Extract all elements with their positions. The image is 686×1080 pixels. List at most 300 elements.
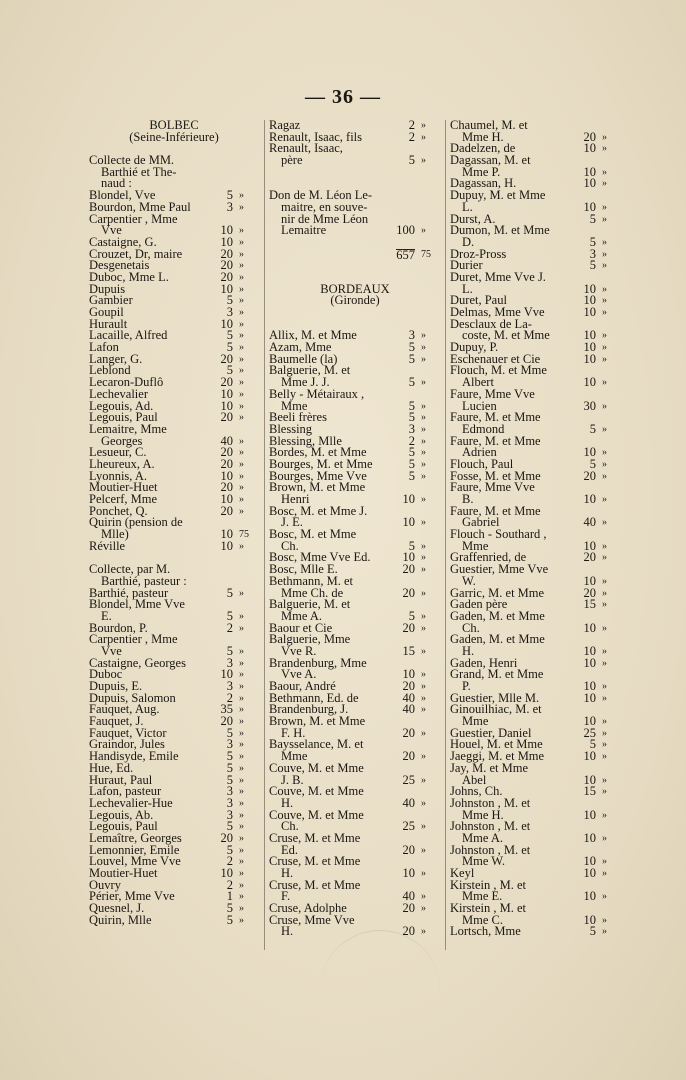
entry-name: Bosc, Mme Vve Ed. (269, 550, 371, 565)
entry-amount: 15 (583, 597, 596, 612)
entry-cents: » (602, 645, 607, 657)
entry-cents: » (421, 669, 426, 681)
entry-cents: » (602, 353, 607, 365)
entry-cents: » (239, 225, 244, 237)
entry-name: Barthié, pasteur : (101, 573, 187, 588)
entry-amount: 5 (226, 363, 233, 378)
entry-cents: » (239, 318, 244, 330)
entry-name: Chaumel, M. et (450, 118, 528, 132)
entry-cents: » (602, 786, 607, 798)
entry-name: Faure, Mme Vve (450, 480, 535, 495)
entry-cents: » (421, 120, 426, 131)
entry-name: Fauquet, Victor (89, 725, 167, 740)
entry-cents: » (421, 903, 426, 915)
entry-cents: » (239, 716, 244, 728)
entry-amount: 20 (402, 562, 415, 577)
entry-amount: 3 (226, 795, 233, 810)
entry-cents: » (239, 447, 244, 459)
entry-name: Lemaître, Georges (89, 830, 182, 845)
entry-name: Guestier, Daniel (450, 725, 532, 740)
entry-name: Fosse, M. et Mme (450, 468, 541, 483)
entry-name: Bosc, M. et Mme (269, 527, 357, 542)
entry-name: Droz-Pross (450, 246, 507, 261)
entry-cents: » (602, 926, 607, 938)
entry-name: Ouvry (89, 877, 121, 892)
entry-name: Dupuis, E. (89, 679, 143, 693)
entry-amount: 10 (220, 281, 233, 296)
entry-name: Huraut, Paul (89, 772, 153, 787)
entry-amount: 20 (220, 351, 233, 366)
entry-name: Ginouilhiac, M. et (450, 702, 542, 717)
entry-amount: 5 (589, 258, 596, 273)
section-heading (269, 295, 441, 307)
entry-name: F. (281, 889, 291, 904)
entry-cents: » (421, 610, 426, 622)
entry-name: Ragaz (269, 118, 301, 132)
entry-amount: 40 (402, 702, 415, 717)
entry-name: Lortsch, Mme (450, 924, 521, 939)
entry-cents: » (239, 190, 244, 202)
entry-name: Quesnel, J. (89, 901, 145, 916)
entry-cents: » (239, 692, 244, 704)
entry-name: Eschenauer et Cie (450, 351, 541, 366)
entry-amount: 2 (408, 129, 415, 144)
entry-name: BORDEAUX (320, 281, 390, 296)
entry-amount: 40 (402, 889, 415, 904)
entry-amount: 10 (583, 807, 596, 822)
entry-cents: » (421, 155, 426, 167)
entry-name: Beeli frères (269, 410, 327, 425)
entry-cents: » (602, 575, 607, 587)
entry-name: Couve, M. et Mme (269, 807, 364, 822)
entry-name: Adrien (462, 445, 497, 460)
entry-amount: 5 (226, 585, 233, 600)
entry-name: (Gironde) (330, 293, 380, 308)
entry-amount: 3 (408, 328, 415, 343)
entry-cents: » (239, 470, 244, 482)
entry-amount: 20 (583, 129, 596, 144)
entry-amount: 5 (226, 725, 233, 740)
entry-amount: 5 (408, 445, 415, 460)
entry-cents: » (421, 353, 426, 365)
entry-cents: » (602, 166, 607, 178)
entry-amount: 10 (583, 445, 596, 460)
entry-amount: 5 (408, 153, 415, 168)
entry-name: Lemonnier, Emile (89, 842, 180, 857)
entry-name: Desgenetais (89, 258, 150, 273)
entry-cents: » (239, 353, 244, 365)
entry-amount: 25 (402, 819, 415, 834)
entry-amount: 10 (583, 690, 596, 705)
entry-cents: » (239, 832, 244, 844)
entry-name: Mme (462, 538, 489, 553)
entry-amount: 10 (583, 281, 596, 296)
entry-amount: 10 (220, 234, 233, 249)
entry-name: Duboc (89, 667, 123, 682)
entry-name: Hue, Ed. (89, 760, 134, 775)
entry-amount: 5 (408, 608, 415, 623)
entry-amount: 5 (226, 912, 233, 927)
entry-name: Mlle) (101, 527, 129, 542)
entry-name: Mme (281, 398, 308, 413)
entry-cents: » (602, 470, 607, 482)
entry-name: Balguerie, M. et (269, 363, 351, 378)
entry-amount: 3 (226, 737, 233, 752)
entry-name: Couve, M. et Mme (269, 760, 364, 775)
entry-cents: » (602, 260, 607, 272)
entry-name: Gaden père (450, 597, 508, 612)
entry-cents: » (421, 552, 426, 564)
entry-cents: » (602, 283, 607, 295)
entry-name: Carpentier , Mme (89, 211, 178, 226)
entry-name: Périer, Mme Vve (89, 889, 175, 904)
entry-cents: » (421, 423, 426, 435)
entry-amount: 10 (583, 293, 596, 308)
entry-name: Blessing, Mlle (269, 433, 342, 448)
entry-amount: 3 (226, 784, 233, 799)
entry-name: Faure, Mme Vve (450, 386, 535, 401)
entry-cents: » (239, 307, 244, 318)
entry-cents: » (239, 494, 244, 505)
entry-name: Ch. (281, 819, 299, 834)
entry-cents: » (421, 727, 426, 739)
entry-amount: 10 (583, 164, 596, 179)
entry-amount: 5 (408, 468, 415, 483)
entry-amount: 5 (408, 456, 415, 471)
entry-name: Lechevalier-Hue (89, 795, 173, 810)
entry-amount: 20 (583, 468, 596, 483)
entry-amount: 10 (220, 223, 233, 238)
entry-amount: 20 (220, 375, 233, 390)
entry-name: B. (462, 492, 474, 506)
entry-amount: 40 (220, 433, 233, 448)
entry-name: Leblond (89, 363, 131, 378)
entry-amount: 10 (402, 550, 415, 565)
entry-name: Johnston , M. et (450, 795, 531, 810)
ledger-entry (269, 225, 441, 237)
entry-cents: » (602, 587, 607, 599)
entry-name: Jaeggi, M. et Mme (450, 749, 545, 764)
entry-cents: » (239, 669, 244, 681)
entry-amount: 5 (226, 188, 233, 203)
entry-amount: 20 (220, 258, 233, 273)
entry-cents: » (421, 587, 426, 599)
entry-name: Dumon, M. et Mme (450, 223, 550, 238)
entry-amount: 10 (583, 328, 596, 343)
entry-name: Bourdon, Mme Paul (89, 199, 191, 214)
entry-amount: 10 (220, 386, 233, 401)
entry-cents: » (602, 552, 607, 564)
entry-amount: 5 (589, 737, 596, 752)
entry-name: Mme A. (281, 608, 322, 623)
entry-name: Cruse, M. et Mme (269, 830, 361, 845)
entry-cents: » (602, 400, 607, 412)
entry-amount: 5 (226, 819, 233, 834)
entry-name: Duret, Mme Vve J. (450, 269, 546, 284)
entry-name: Brandenburg, J. (269, 702, 349, 717)
entry-name: Lucien (462, 398, 497, 413)
entry-name: maitre, en souve- (281, 199, 368, 214)
entry-name: Flouch, M. et Mme (450, 363, 547, 378)
entry-cents: » (421, 412, 426, 424)
entry-cents: » (239, 809, 244, 821)
entry-name: Guestier, Mme Vve (450, 562, 549, 577)
column-middle (269, 120, 441, 938)
entry-amount: 10 (583, 854, 596, 869)
ledger-entry (450, 190, 622, 202)
entry-cents: » (239, 540, 244, 552)
entry-name: Renault, Isaac, fils (269, 129, 363, 144)
entry-amount: 10 (220, 398, 233, 413)
entry-cents: 75 (239, 529, 249, 541)
entry-amount: 10 (583, 375, 596, 390)
entry-name: Gaden, M. et Mme (450, 632, 545, 647)
entry-amount: 5 (589, 456, 596, 471)
entry-amount: 5 (589, 211, 596, 226)
entry-amount: 5 (226, 293, 233, 308)
entry-cents: » (421, 704, 426, 716)
section-total (269, 249, 441, 261)
entry-cents: » (239, 797, 244, 809)
entry-cents: » (602, 131, 607, 143)
entry-cents: » (421, 891, 426, 903)
entry-name: Durier (450, 258, 483, 273)
entry-name: coste, M. et Mme (462, 328, 550, 343)
entry-amount: 5 (589, 421, 596, 436)
ledger-entry (269, 167, 441, 179)
entry-name: Fauquet, J. (89, 714, 144, 729)
entry-name: Quirin, Mlle (89, 912, 152, 927)
entry-name: Mme P. (462, 164, 501, 179)
entry-name: Moutier-Huet (89, 866, 158, 880)
entry-cents: » (602, 751, 607, 763)
entry-cents: » (602, 494, 607, 505)
entry-amount: 10 (220, 492, 233, 506)
entry-name: Bethmann, M. et (269, 573, 354, 588)
ledger-entry (450, 634, 622, 646)
entry-amount: 5 (226, 608, 233, 623)
ledger-entry (89, 912, 259, 927)
entry-cents: » (602, 447, 607, 459)
entry-name: Albert (462, 375, 494, 390)
entry-amount: 10 (402, 515, 415, 530)
entry-amount: 20 (220, 410, 233, 425)
entry-cents: » (602, 458, 607, 470)
ledger-entry (269, 786, 441, 798)
page-number: — 36 — (305, 86, 381, 108)
entry-name: Don de M. Léon Le- (269, 188, 373, 203)
entry-name: Lafon (89, 340, 119, 355)
entry-cents: » (421, 844, 426, 856)
entry-cents: » (602, 599, 607, 611)
entry-name: Pelcerf, Mme (89, 492, 158, 506)
entry-name: Dagassan, H. (450, 176, 517, 191)
entry-name: Flouch - Southard , (450, 527, 547, 542)
entry-cents: » (239, 751, 244, 763)
entry-name: Vve (101, 223, 122, 238)
entry-cents: » (239, 821, 244, 833)
entry-amount: 40 (402, 795, 415, 810)
entry-name: Blessing (269, 421, 313, 436)
entry-amount: 3 (226, 199, 233, 214)
entry-amount: 10 (583, 199, 596, 214)
entry-amount: 20 (402, 620, 415, 635)
entry-name: Lafon, pasteur (89, 784, 162, 799)
entry-cents: » (239, 891, 244, 903)
entry-name: Barthié, pasteur (89, 585, 169, 600)
entry-name: Cruse, M. et Mme (269, 877, 361, 892)
entry-cents: » (421, 517, 426, 529)
entry-name: Goupil (89, 305, 124, 319)
entry-cents: » (421, 225, 426, 237)
entry-cents: » (239, 914, 244, 926)
column-right (450, 120, 622, 938)
entry-cents: » (602, 727, 607, 739)
entry-name: Vve A. (281, 667, 317, 682)
entry-cents: » (602, 622, 607, 634)
entry-cents: » (421, 797, 426, 809)
entry-name: Mme J. J. (281, 375, 330, 390)
entry-name: Quirin (pension de (89, 515, 183, 530)
entry-cents: » (239, 330, 244, 342)
entry-name: Baysselance, M. et (269, 737, 364, 752)
ledger-entry (269, 912, 441, 927)
entry-amount: 10 (583, 889, 596, 904)
entry-cents: » (602, 330, 607, 342)
entry-cents: » (421, 458, 426, 470)
entry-amount: 10 (583, 620, 596, 635)
entry-name: Mme W. (462, 854, 506, 869)
ledger-entry (450, 564, 622, 576)
entry-cents: » (239, 260, 244, 272)
entry-amount: 10 (583, 340, 596, 355)
entry-cents: » (239, 774, 244, 786)
entry-name: Delmas, Mme Vve (450, 305, 545, 319)
entry-cents: » (239, 365, 244, 377)
entry-name: Johnston , M. et (450, 819, 531, 834)
entry-name: Desclaux de La- (450, 316, 532, 331)
ledger-entry (450, 669, 622, 681)
entry-cents: » (239, 610, 244, 622)
entry-name: Mme A. (462, 830, 503, 845)
entry-name: Hurault (89, 316, 128, 331)
entry-name: naud : (101, 176, 132, 191)
entry-cents: » (421, 131, 426, 143)
entry-name: Flouch, Paul (450, 456, 514, 471)
entry-name: Faure, M. et Mme (450, 433, 541, 448)
entry-name: Balguerie, M. et (269, 597, 351, 612)
column-rule (264, 120, 265, 950)
entry-cents: » (421, 645, 426, 657)
entry-name: Lemaitre, Mme (89, 421, 167, 436)
entry-name: Edmond (462, 421, 505, 436)
entry-name: nir de Mme Léon (281, 211, 369, 226)
entry-amount: 10 (583, 351, 596, 366)
entry-name: Brandenburg, Mme (269, 655, 367, 670)
entry-amount: 10 (583, 176, 596, 191)
entry-name: P. (462, 679, 471, 693)
entry-cents: » (602, 692, 607, 704)
entry-cents: » (239, 856, 244, 868)
entry-cents: » (421, 330, 426, 342)
entry-amount: 2 (226, 877, 233, 892)
entry-cents: » (239, 587, 244, 599)
entry-name: Cruse, Adolphe (269, 901, 347, 916)
entry-amount: 3 (226, 655, 233, 670)
entry-amount: 5 (589, 924, 596, 939)
ledger-entry (269, 307, 441, 319)
entry-name: Kirstein , M. et (450, 901, 527, 916)
entry-name: Ch. (281, 538, 299, 553)
entry-name: Handisyde, Emile (89, 749, 179, 764)
entry-cents: » (239, 645, 244, 657)
entry-amount: 10 (583, 643, 596, 658)
entry-name: Couve, M. et Mme (269, 784, 364, 799)
entry-name: Mme (462, 714, 489, 729)
entry-name: Castaigne, G. (89, 234, 157, 249)
entry-name: Abel (462, 772, 487, 787)
entry-name: Faure, M. et Mme (450, 503, 541, 518)
entry-cents: » (602, 774, 607, 786)
entry-cents: » (239, 295, 244, 307)
entry-name: H. (281, 924, 294, 939)
entry-amount: 100 (396, 223, 415, 238)
entry-cents: » (421, 564, 426, 576)
entry-cents: » (239, 236, 244, 248)
entry-cents: » (602, 540, 607, 552)
entry-cents: » (421, 622, 426, 634)
entry-name: Lesueur, C. (89, 445, 147, 460)
entry-amount: 20 (220, 246, 233, 261)
entry-cents: » (421, 540, 426, 552)
entry-name: Mme C. (462, 912, 503, 927)
entry-name: Baour, André (269, 679, 336, 693)
entry-amount: 10 (402, 667, 415, 682)
ledger-entry (450, 856, 622, 868)
entry-amount: 10 (402, 492, 415, 506)
ledger-entry (450, 225, 622, 237)
entry-cents: » (421, 342, 426, 354)
entry-cents: » (421, 774, 426, 786)
entry-cents: » (602, 213, 607, 225)
entry-name: Vve R. (281, 643, 317, 658)
entry-amount: 20 (402, 679, 415, 693)
ledger-entry (269, 877, 441, 892)
entry-name: F. H. (281, 725, 306, 740)
ledger-entry (450, 926, 622, 938)
entry-name: Baour et Cie (269, 620, 333, 635)
entry-amount: 15 (402, 643, 415, 658)
entry-amount: 20 (402, 901, 415, 916)
entry-cents: » (239, 482, 244, 494)
entry-name: Dadelzen, de (450, 141, 516, 156)
entry-name: Allix, M. et Mme (269, 328, 357, 343)
entry-amount: 10 (583, 538, 596, 553)
entry-name: Duboc, Mme L. (89, 269, 169, 284)
column-rule (445, 120, 446, 950)
entry-name: D. (462, 234, 475, 249)
entry-cents: » (602, 657, 607, 669)
entry-name: Langer, G. (89, 351, 143, 366)
entry-name: Bourdon, P. (89, 620, 148, 635)
entry-amount: 657 (396, 247, 415, 262)
entry-name: Vve (101, 643, 122, 658)
entry-name: Legouis, Ad. (89, 398, 154, 413)
entry-name: Graindor, Jules (89, 737, 165, 752)
entry-cents: » (602, 143, 607, 155)
entry-name: Keyl (450, 866, 475, 880)
entry-amount: 10 (220, 538, 233, 553)
